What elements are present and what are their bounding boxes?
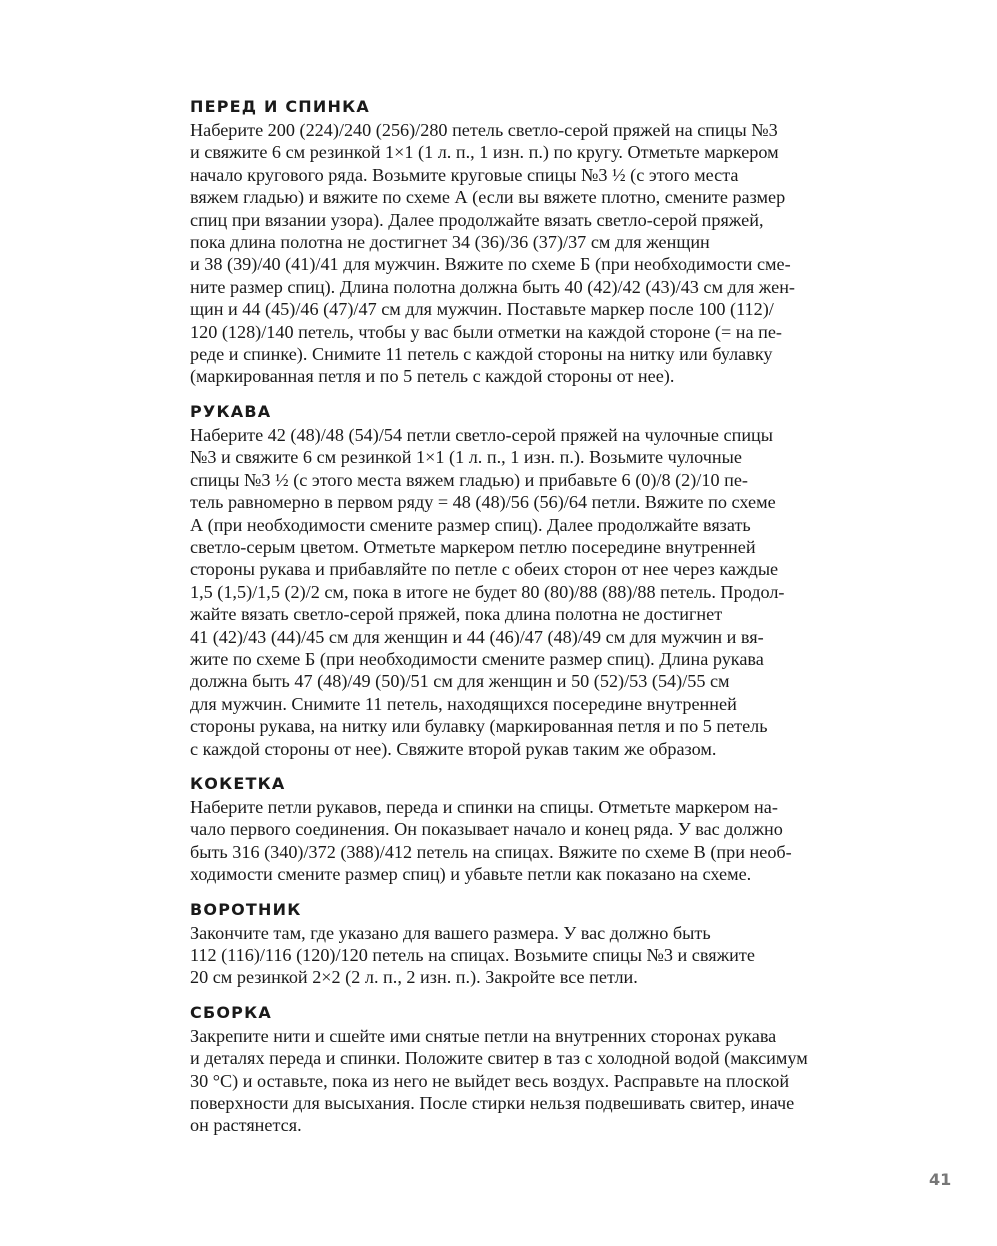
text-line: ните размер спиц). Длина полотна должна быть 40 (42)/42 (43)/43 см для жен- xyxy=(190,276,795,297)
section-collar xyxy=(190,899,870,989)
text-line: 112 (116)/116 (120)/120 петель на спицах. Возьмите спицы №3 и свяжите xyxy=(190,945,755,965)
section-heading: ПЕРЕД И СПИНКА xyxy=(190,97,370,116)
text-line: вяжем гладью) и вяжите по схеме А (если вы вяжете плотно, смените размер xyxy=(190,187,786,208)
text-line: Закончите там, где указано для вашего размера. У вас должно быть xyxy=(190,922,711,943)
text-line: жайте вязать светло-серой пряжей, пока длина полотна не достигнет xyxy=(190,604,723,625)
text-line: жите по схеме Б (при необходимости смените размер спиц). Длина рукава xyxy=(190,648,764,669)
text-line: спиц при вязании узора). Далее продолжайте вязать светло-серой пряжей, xyxy=(190,209,764,230)
text-line: и 38 (39)/40 (41)/41 для мужчин. Вяжите по схеме Б (при необходимости сме- xyxy=(190,254,791,275)
text-line: спицы №3 ½ (с этого места вяжем гладью) и прибавьте 6 (0)/8 (2)/10 пе- xyxy=(190,469,748,490)
section-heading: ВОРОТНИК xyxy=(190,899,302,919)
text-line: Наберите 42 (48)/48 (54)/54 петли светло-серой пряжей на чулочные спицы xyxy=(190,424,774,445)
section-assembly xyxy=(190,1002,870,1137)
text-line: Наберите петли рукавов, переда и спинки на спицы. Отметьте маркером на- xyxy=(190,796,778,817)
text-line: и свяжите 6 см резинкой 1×1 (1 л. п., 1 изн. п.) по кругу. Отметьте маркером xyxy=(190,142,779,163)
text-line: реде и спинке). Снимите 11 петель с каждой стороны на нитку или булавку xyxy=(190,344,773,365)
text-line: он растянется. xyxy=(190,1115,302,1136)
text-line: Закрепите нити и сшейте ими снятые петли на внутренних сторонах рукава xyxy=(190,1025,777,1046)
page-content xyxy=(190,96,870,1150)
text-line: должна быть 47 (48)/49 (50)/51 см для женщин и 50 (52)/53 (54)/55 см xyxy=(190,671,730,692)
text-line: стороны рукава и прибавляйте по петле с обеих сторон от нее через каждые xyxy=(190,559,779,580)
text-line: 20 см резинкой 2×2 (2 л. п., 2 изн. п.). Закройте все петли. xyxy=(190,967,638,988)
text-line: стороны рукава, на нитку или булавку (маркированная петля и по 5 петель xyxy=(190,716,768,737)
section-sleeves xyxy=(190,401,870,760)
text-line: для мужчин. Снимите 11 петель, находящихся посередине внутренней xyxy=(190,693,737,714)
text-line: 1,5 (1,5)/1,5 (2)/2 см, пока в итоге не будет 80 (80)/88 (88)/88 петель. Продол- xyxy=(190,581,785,602)
page-number: 41 xyxy=(929,1170,952,1189)
text-line: А (при необходимости смените размер спиц). Далее продолжайте вязать xyxy=(190,514,751,535)
text-line: Наберите 200 (224)/240 (256)/280 петель светло-серой пряжей на спицы №3 xyxy=(190,120,778,140)
text-line: 41 (42)/43 (44)/45 см для женщин и 44 (46)/47 (48)/49 см для мужчин и вя- xyxy=(190,626,764,647)
text-line: 120 (128)/140 петель, чтобы у вас были отметки на каждой стороне (= на пе- xyxy=(190,321,782,342)
text-line: чало первого соединения. Он показывает начало и конец ряда. У вас должно xyxy=(190,819,783,840)
text-line: с каждой стороны от нее). Свяжите второй рукав таким же образом. xyxy=(190,738,717,759)
text-line: начало кругового ряда. Возьмите круговые спицы №3 ½ (с этого места xyxy=(190,164,739,185)
section-yoke xyxy=(190,773,870,886)
text-line: пока длина полотна не достигнет 34 (36)/36 (37)/37 см для женщин xyxy=(190,232,710,253)
section-heading: СБОРКА xyxy=(190,1002,272,1022)
section-heading: РУКАВА xyxy=(190,401,272,421)
text-line: тель равномерно в первом ряду = 48 (48)/56 (56)/64 петли. Вяжите по схеме xyxy=(190,492,776,513)
text-line: светло-серым цветом. Отметьте маркером петлю посередине внутренней xyxy=(190,536,756,557)
text-line: №3 и свяжите 6 см резинкой 1×1 (1 л. п., 1 изн. п.). Возьмите чулочные xyxy=(190,447,742,468)
section-front-and-back xyxy=(190,96,870,388)
text-line: быть 316 (340)/372 (388)/412 петель на спицах. Вяжите по схеме В (при необ- xyxy=(190,841,792,862)
text-line: (маркированная петля и по 5 петель с каждой стороны от нее). xyxy=(190,366,675,387)
text-line: щин и 44 (45)/46 (47)/47 см для мужчин. Поставьте маркер после 100 (112)/ xyxy=(190,299,774,320)
text-line: ходимости смените размер спиц) и убавьте петли как показано на схеме. xyxy=(190,864,752,885)
section-heading: КОКЕТКА xyxy=(190,773,286,793)
text-line: поверхности для высыхания. После стирки нельзя подвешивать свитер, иначе xyxy=(190,1093,795,1114)
text-line: 30 °C) и оставьте, пока из него не выйдет весь воздух. Расправьте на плоской xyxy=(190,1070,790,1091)
text-line: и деталях переда и спинки. Положите свитер в таз с холодной водой (максимум xyxy=(190,1048,808,1069)
